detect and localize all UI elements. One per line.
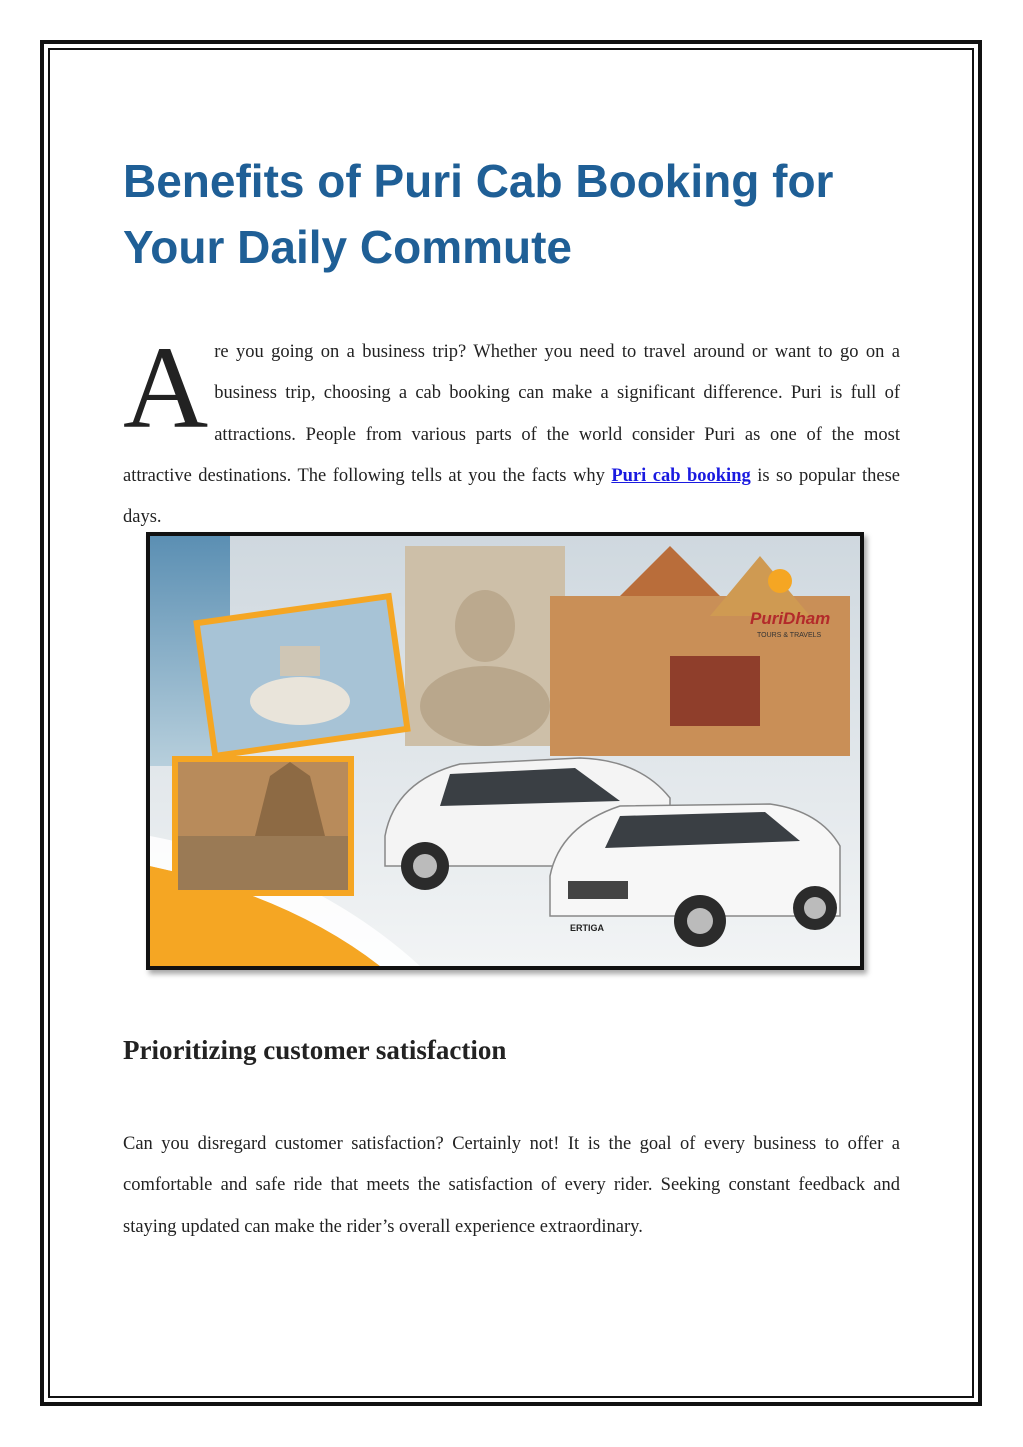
car-badge: ERTIGA <box>570 923 605 933</box>
section-paragraph: Can you disregard customer satisfaction? Certainly not! It is the goal of every business to offer a comfortable and safe ride that meets the satisfaction of every rider. Seeking constant feedback and staying updated can make the rider’s overall experience extraordinary. <box>123 1134 900 1237</box>
hero-illustration <box>150 536 860 966</box>
intro-section <box>123 322 900 538</box>
logo-subtext: TOURS & TRAVELS <box>757 632 822 639</box>
puri-cab-booking-link[interactable]: Puri cab booking <box>611 465 751 486</box>
intro-text: re you going on a business trip? Whether you need to travel around or want to go on a business trip, choosing a cab booking can make a significant difference. Puri is full of attractions. People from various parts of the world consider Puri as one of the most attractive destinations. The following tells at you the facts why <box>123 342 900 486</box>
photo-lingaraj-temple <box>172 756 354 896</box>
hero-image <box>146 532 864 970</box>
intro-paragraph <box>123 322 900 538</box>
photo-stupa <box>193 593 411 759</box>
intro-text-end: is so popular these days. <box>123 465 900 528</box>
section-heading: Prioritizing customer satisfaction <box>123 1035 507 1065</box>
dropcap-letter: A <box>123 322 209 453</box>
page-title: Benefits of Puri Cab Booking for Your Daily Commute <box>123 155 834 273</box>
logo-text: PuriDham <box>750 609 831 628</box>
